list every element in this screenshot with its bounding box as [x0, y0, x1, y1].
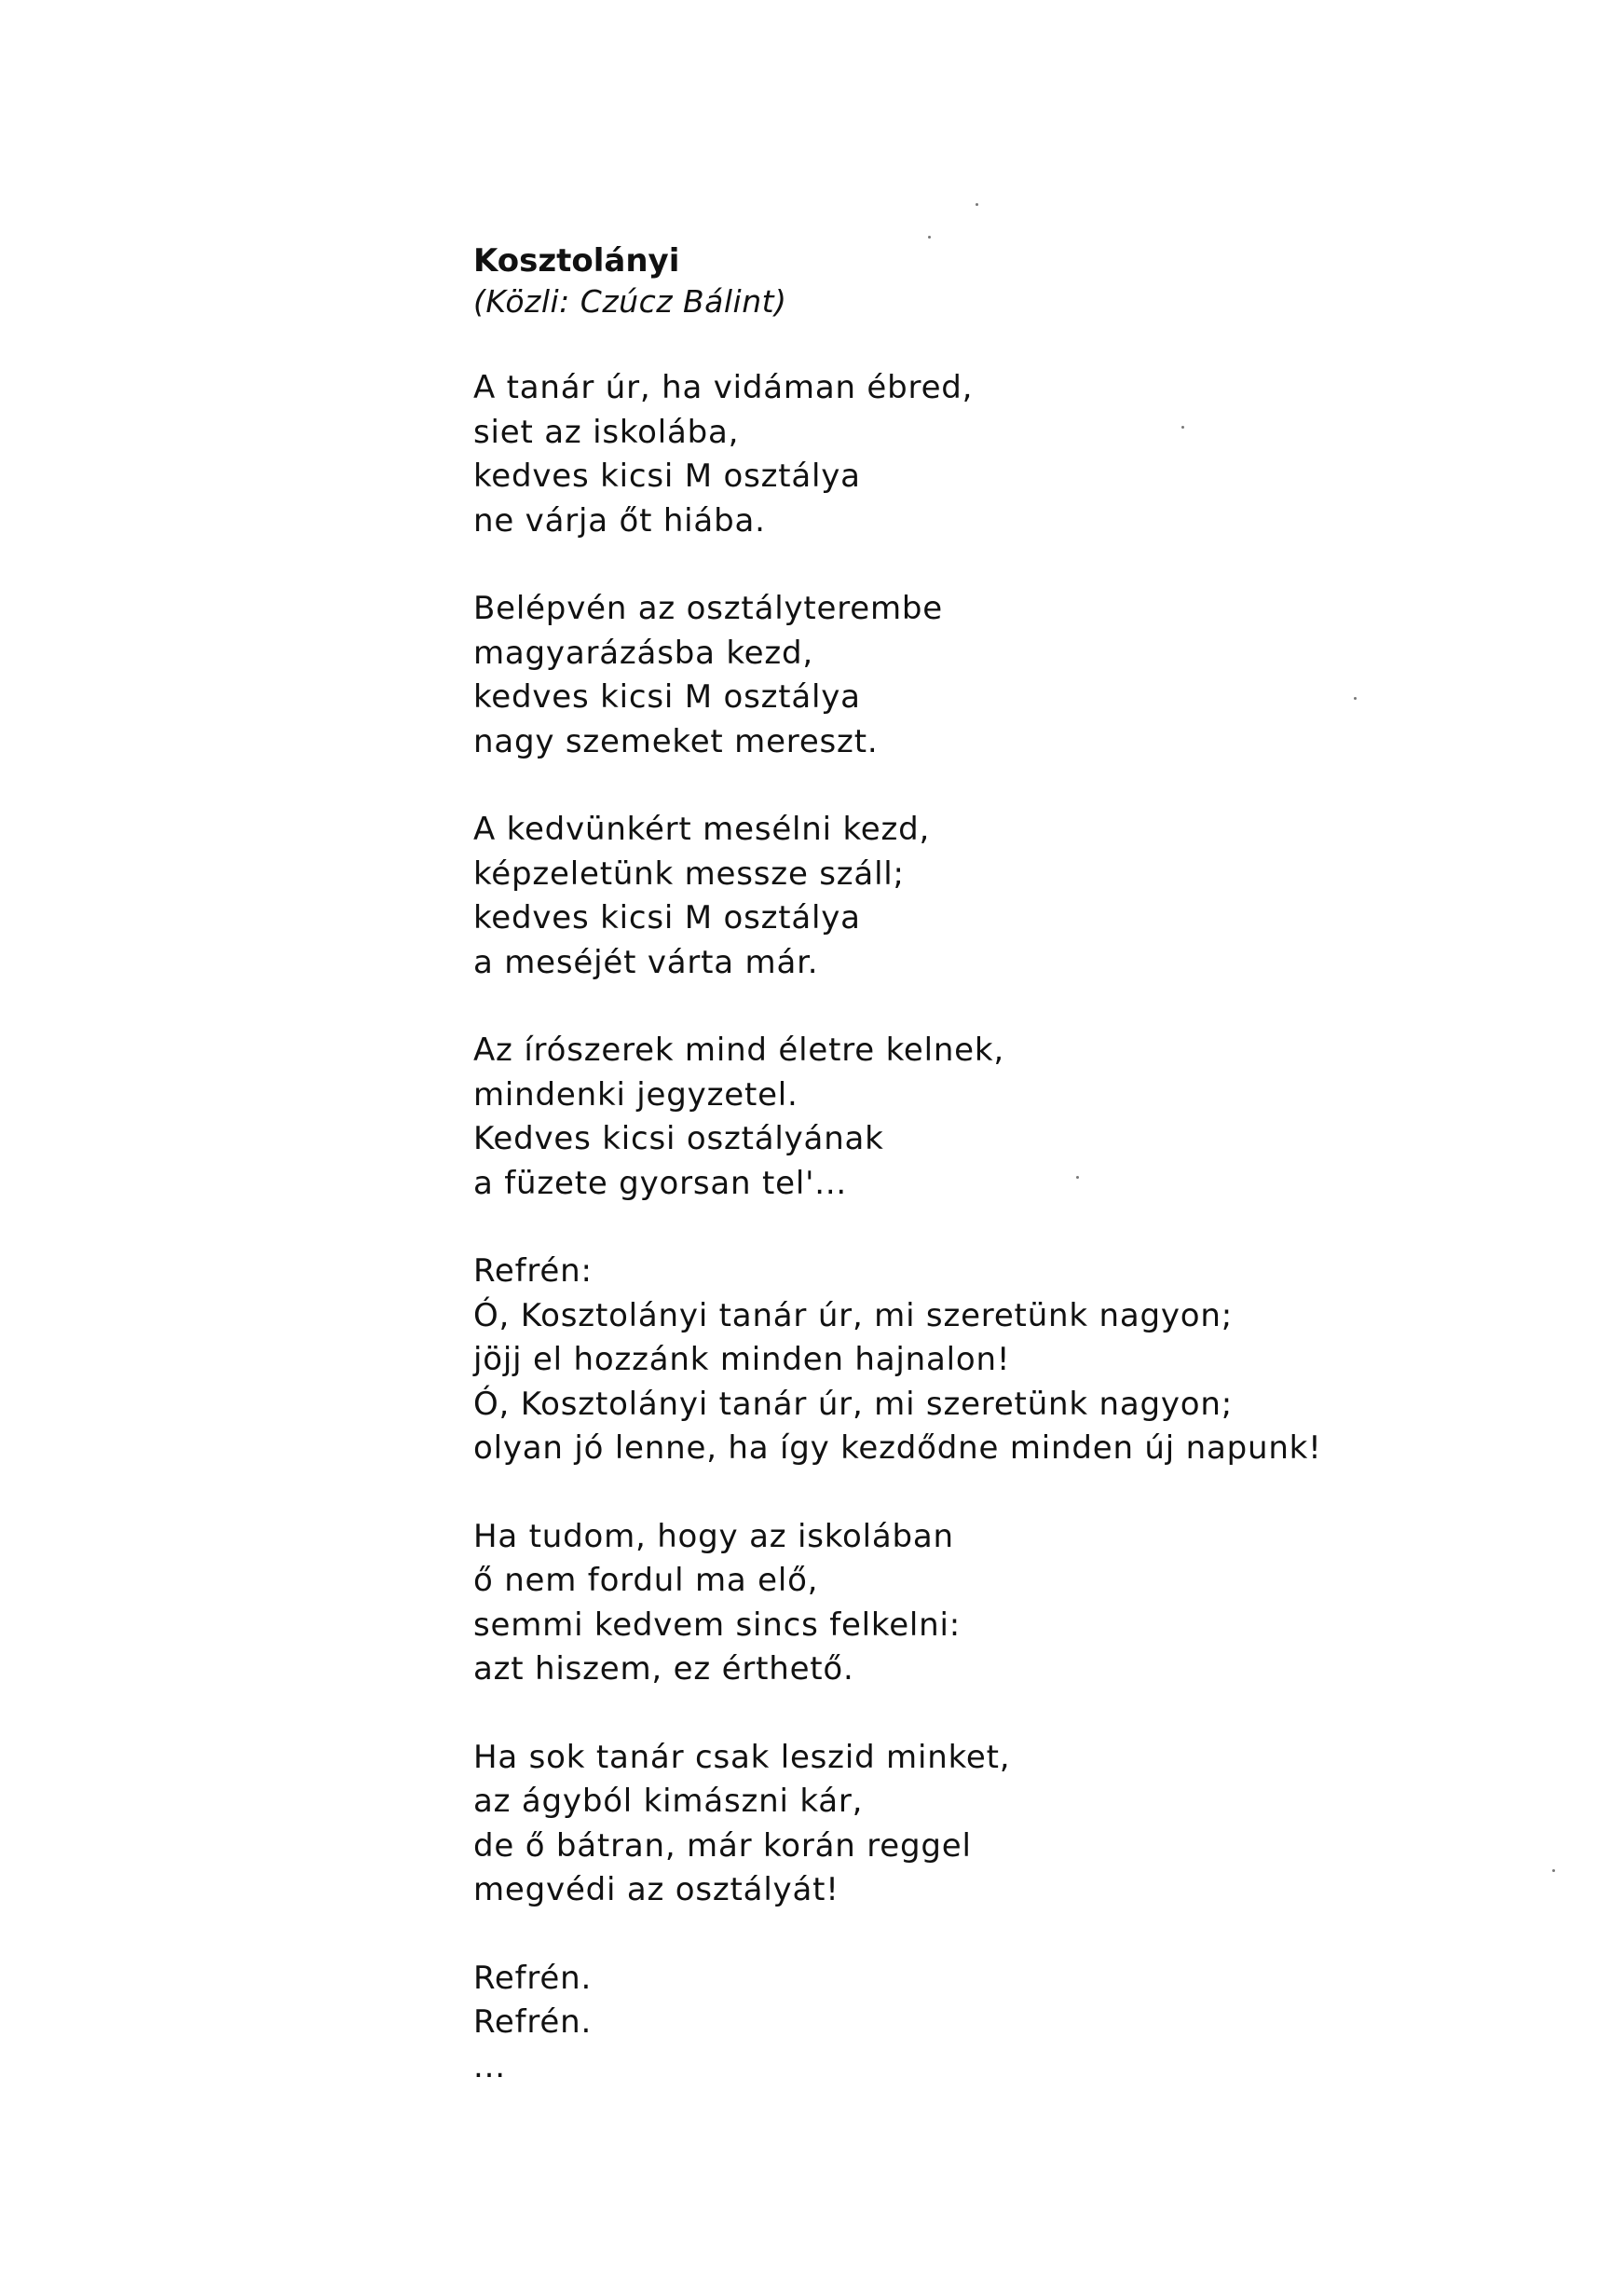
poem-line: a meséjét várta már. — [473, 943, 819, 981]
poem-line: magyarázásba kezd, — [473, 634, 813, 672]
poem-line: A kedvünkért mesélni kezd, — [473, 811, 931, 848]
poem-line: Kedves kicsi osztályának — [473, 1120, 884, 1157]
ellipsis: ... — [473, 2047, 506, 2085]
refrain-repeat: Refrén. — [473, 1959, 593, 1997]
refrain-label: Refrén: — [473, 1252, 593, 1290]
stanza — [473, 808, 1573, 985]
refrain-repeat: Refrén. — [473, 2003, 593, 2041]
poem-line: siet az iskolába, — [473, 413, 740, 451]
stanza — [473, 1736, 1573, 1913]
poem-line: Ó, Kosztolányi tanár úr, mi szeretünk nagyon; — [473, 1296, 1233, 1334]
poem-line: a füzete gyorsan tel'... — [473, 1164, 848, 1202]
poem-page — [473, 240, 1573, 2133]
poem-line: A tanár úr, ha vidáman ébred, — [473, 369, 974, 406]
poem-line: Ha tudom, hogy az iskolában — [473, 1517, 954, 1555]
poem-line: de ő bátran, már korán reggel — [473, 1826, 972, 1865]
stanza — [473, 587, 1573, 764]
poem-line: Ó, Kosztolányi tanár úr, mi szeretünk nagyon; — [473, 1385, 1233, 1423]
poem-line: mindenki jegyzetel. — [473, 1075, 798, 1114]
poem-line: semmi kedvem sincs felkelni: — [473, 1606, 962, 1644]
poem-title: Kosztolányi — [473, 242, 680, 280]
poem-line: olyan jó lenne, ha így kezdődne minden új napunk! — [473, 1429, 1322, 1467]
poem-line: kedves kicsi M osztálya — [473, 458, 861, 495]
stanza — [473, 366, 1573, 543]
stanza — [473, 1029, 1573, 1206]
scan-speck — [928, 236, 931, 239]
poem-line: ne várja őt hiába. — [473, 501, 766, 540]
poem-line: nagy szemeket mereszt. — [473, 722, 879, 760]
poem-line: jöjj el hozzánk minden hajnalon! — [473, 1341, 1011, 1378]
poem-line: kedves kicsi M osztálya — [473, 899, 861, 936]
poem-line: az ágyból kimászni kár, — [473, 1783, 864, 1820]
scan-speck — [976, 203, 978, 206]
poem-line: Az írószerek mind életre kelnek, — [473, 1032, 1004, 1069]
poem-subtitle: (Közli: Czúcz Bálint) — [473, 283, 787, 320]
poem-line: ő nem fordul ma elő, — [473, 1562, 819, 1599]
closing-stanza — [473, 1957, 1573, 2090]
poem-line: megvédi az osztályát! — [473, 1871, 839, 1908]
stanza — [473, 1515, 1573, 1692]
poem-line: képzeletünk messze száll; — [473, 854, 905, 893]
poem-line: kedves kicsi M osztálya — [473, 678, 861, 716]
poem-line: Belépvén az osztályterembe — [473, 590, 943, 627]
refrain-stanza — [473, 1250, 1573, 1471]
poem-line: Ha sok tanár csak leszid minket, — [473, 1738, 1011, 1776]
poem-line: azt hiszem, ez érthető. — [473, 1650, 854, 1688]
